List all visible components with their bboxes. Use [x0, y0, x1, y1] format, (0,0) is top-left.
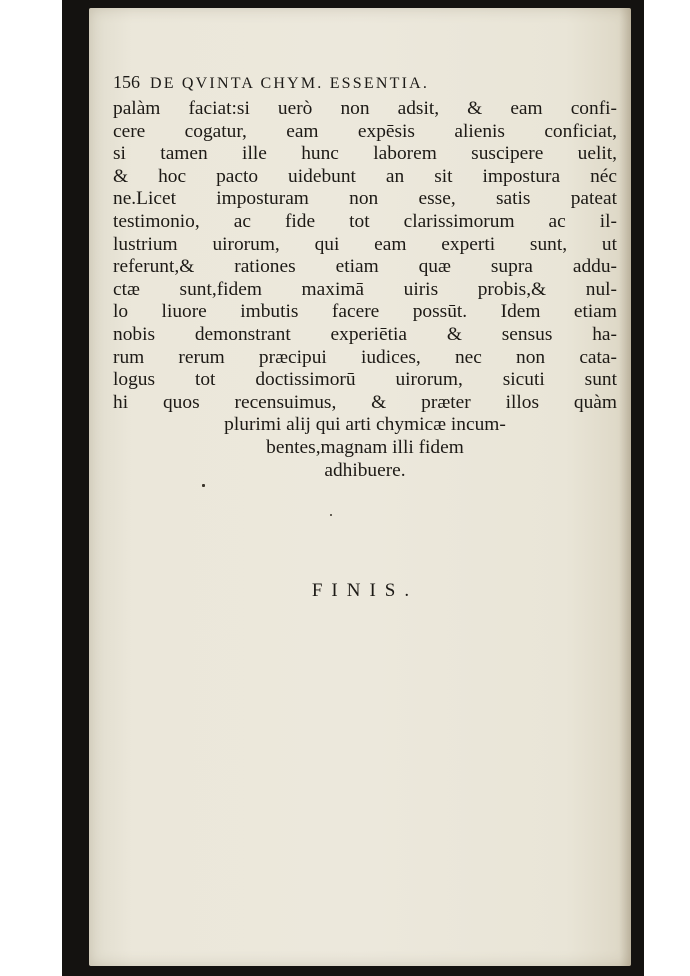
finis-heading: FINIS.: [311, 580, 419, 601]
running-head-title: DE QVINTA CHYM. ESSENTIA.: [150, 75, 430, 92]
text-line: cere cogatur, eam expēsis alienis conficiat,: [113, 120, 617, 142]
text-line: ne.Licet imposturam non esse, satis pateat: [113, 188, 617, 210]
text-line: & hoc pacto uidebunt an sit impostura néc: [113, 165, 617, 187]
text-line: rum rerum præcipui iudices, nec non cata-: [113, 346, 617, 368]
ink-speck: [330, 514, 332, 516]
text-line: ctæ sunt,fidem maximā uiris probis,& nul-: [113, 278, 617, 300]
text-line: lustrium uirorum, qui eam experti sunt, ut: [113, 233, 617, 255]
text-line-centered: bentes,magnam illi fidem: [266, 436, 464, 458]
text-line: nobis demonstrant experiētia & sensus ha-: [113, 323, 617, 345]
text-line-centered: plurimi alij qui arti chymicæ incum-: [224, 414, 506, 436]
page-number: 156: [113, 72, 140, 92]
page-edge-shadow: [619, 8, 631, 966]
text-line-centered: adhibuere.: [324, 459, 406, 481]
text-line: testimonio, ac fide tot clarissimorum ac il-: [113, 210, 617, 232]
text-line: referunt,& rationes etiam quæ supra addu-: [113, 256, 617, 278]
text-line: lo liuore imbutis facere possūt. Idem etiam: [113, 301, 617, 323]
ink-speck: [202, 484, 205, 487]
body-text: [113, 98, 617, 482]
running-head: [113, 72, 573, 93]
text-line: si tamen ille hunc laborem suscipere uelit,: [113, 143, 617, 165]
text-line: palàm faciat:si uerò non adsit, & eam confi-: [113, 98, 617, 119]
text-line: logus tot doctissimorū uirorum, sicuti sunt: [113, 369, 617, 391]
text-line: hi quos recensuimus, & præter illos quàm: [113, 391, 617, 413]
